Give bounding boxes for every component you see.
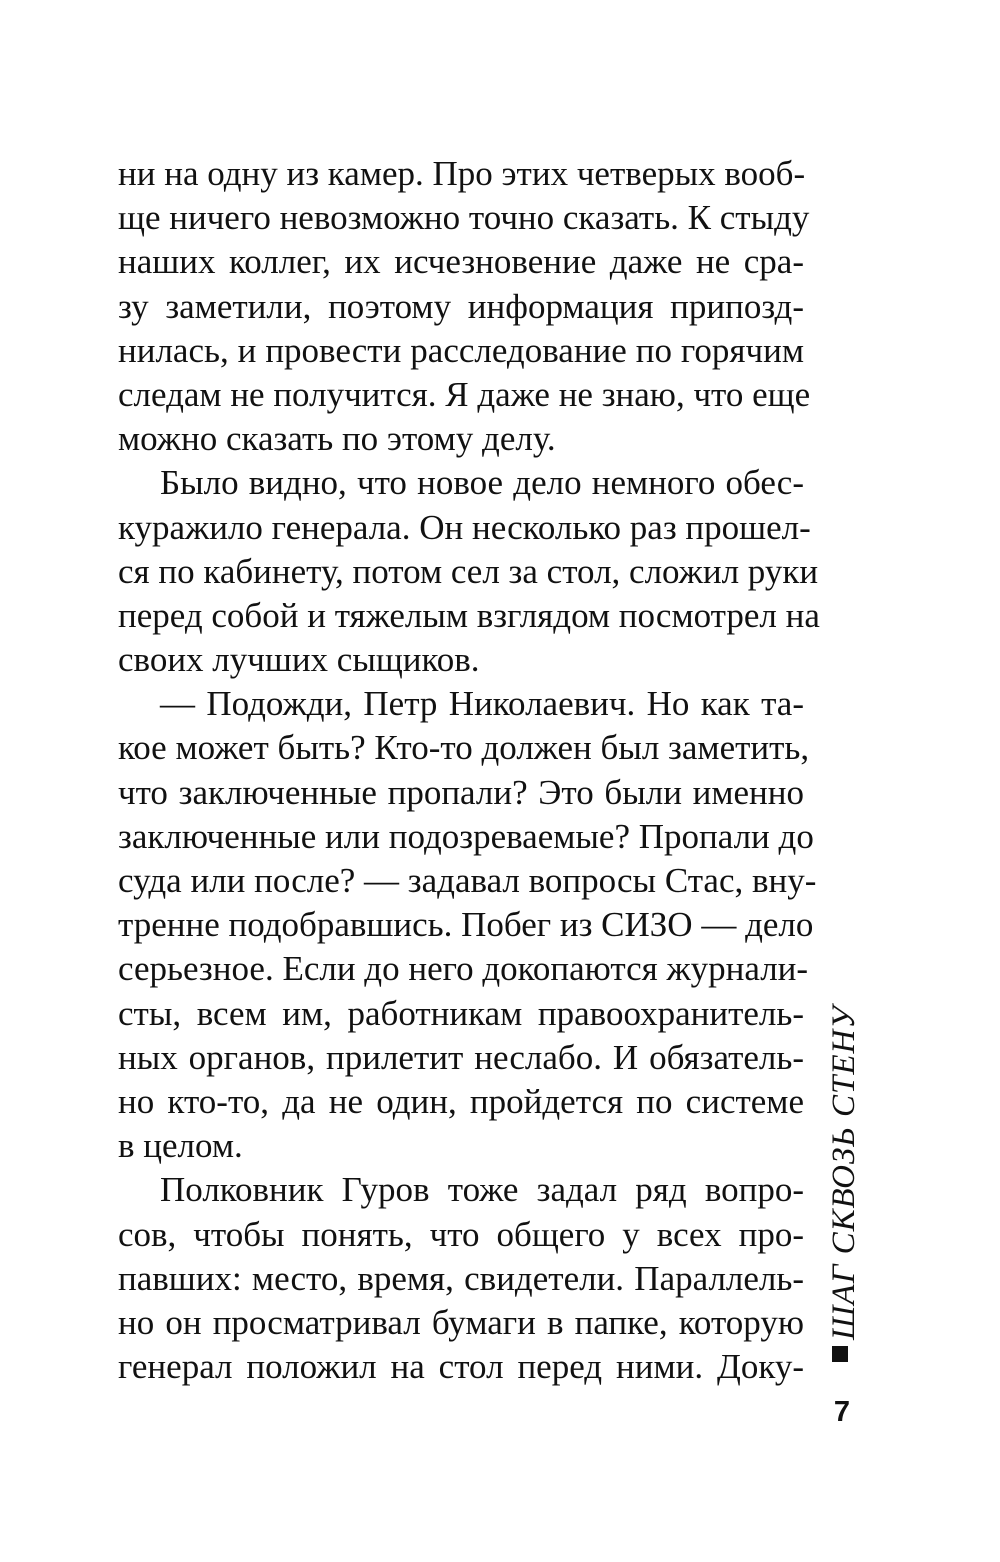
text-line: ных органов, прилетит неслабо. И обязатель- <box>118 1037 804 1077</box>
text-line: тренне подобравшись. Побег из СИЗО — дело <box>118 905 814 945</box>
text-line: — Подожди, Петр Николаевич. Но как та- <box>160 684 804 724</box>
running-title: ШАГ СКВОЗЬ СТЕНУ <box>826 1005 862 1340</box>
text-line: сов, чтобы понять, что общего у всех про- <box>118 1214 804 1254</box>
text-line: наших коллег, их исчезновение даже не сра- <box>118 242 804 282</box>
text-line: серьезное. Если до него докопаются журнали- <box>118 949 809 989</box>
text-line: зу заметили, поэтому информация припозд- <box>118 286 804 326</box>
text-line: можно сказать по этому делу. <box>118 419 556 459</box>
text-line: суда или после? — задавал вопросы Стас, вну- <box>118 861 817 900</box>
text-line: следам не получится. Я даже не знаю, что еще <box>118 374 811 414</box>
text-line: ни на одну из камер. Про этих четверых вооб- <box>118 154 806 193</box>
text-line: Было видно, что новое дело немного обес- <box>160 463 804 503</box>
text-line: ся по кабинету, потом сел за стол, сложил руки <box>118 551 819 591</box>
square-marker-icon <box>832 1346 848 1362</box>
text-line: генерал положил на стол перед ними. Доку- <box>118 1347 804 1387</box>
text-line: заключенные или подозреваемые? Пропали до <box>118 816 814 856</box>
text-line: но он просматривал бумаги в папке, которую <box>118 1302 804 1342</box>
text-line: перед собой и тяжелым взглядом посмотрел на <box>118 595 820 635</box>
text-line: но кто-то, да не один, пройдется по системе <box>118 1081 804 1121</box>
page-number: 7 <box>833 1396 851 1428</box>
text-line: нилась, и провести расследование по горячим <box>118 330 804 370</box>
text-line: сты, всем им, работникам правоохранитель- <box>118 993 804 1033</box>
text-line: что заключенные пропали? Это были именно <box>118 772 804 812</box>
body-text <box>118 152 820 1389</box>
text-line: своих лучших сыщиков. <box>118 640 480 680</box>
text-line: куражило генерала. Он несколько раз прошел- <box>118 507 811 547</box>
text-line: ще ничего невозможно точно сказать. К стыду <box>118 198 810 238</box>
text-line: кое может быть? Кто-то должен был заметить, <box>118 728 810 768</box>
text-line: павших: место, время, свидетели. Параллель- <box>118 1258 804 1298</box>
text-line: в целом. <box>118 1126 243 1166</box>
text-line: Полковник Гуров тоже задал ряд вопро- <box>160 1170 804 1210</box>
